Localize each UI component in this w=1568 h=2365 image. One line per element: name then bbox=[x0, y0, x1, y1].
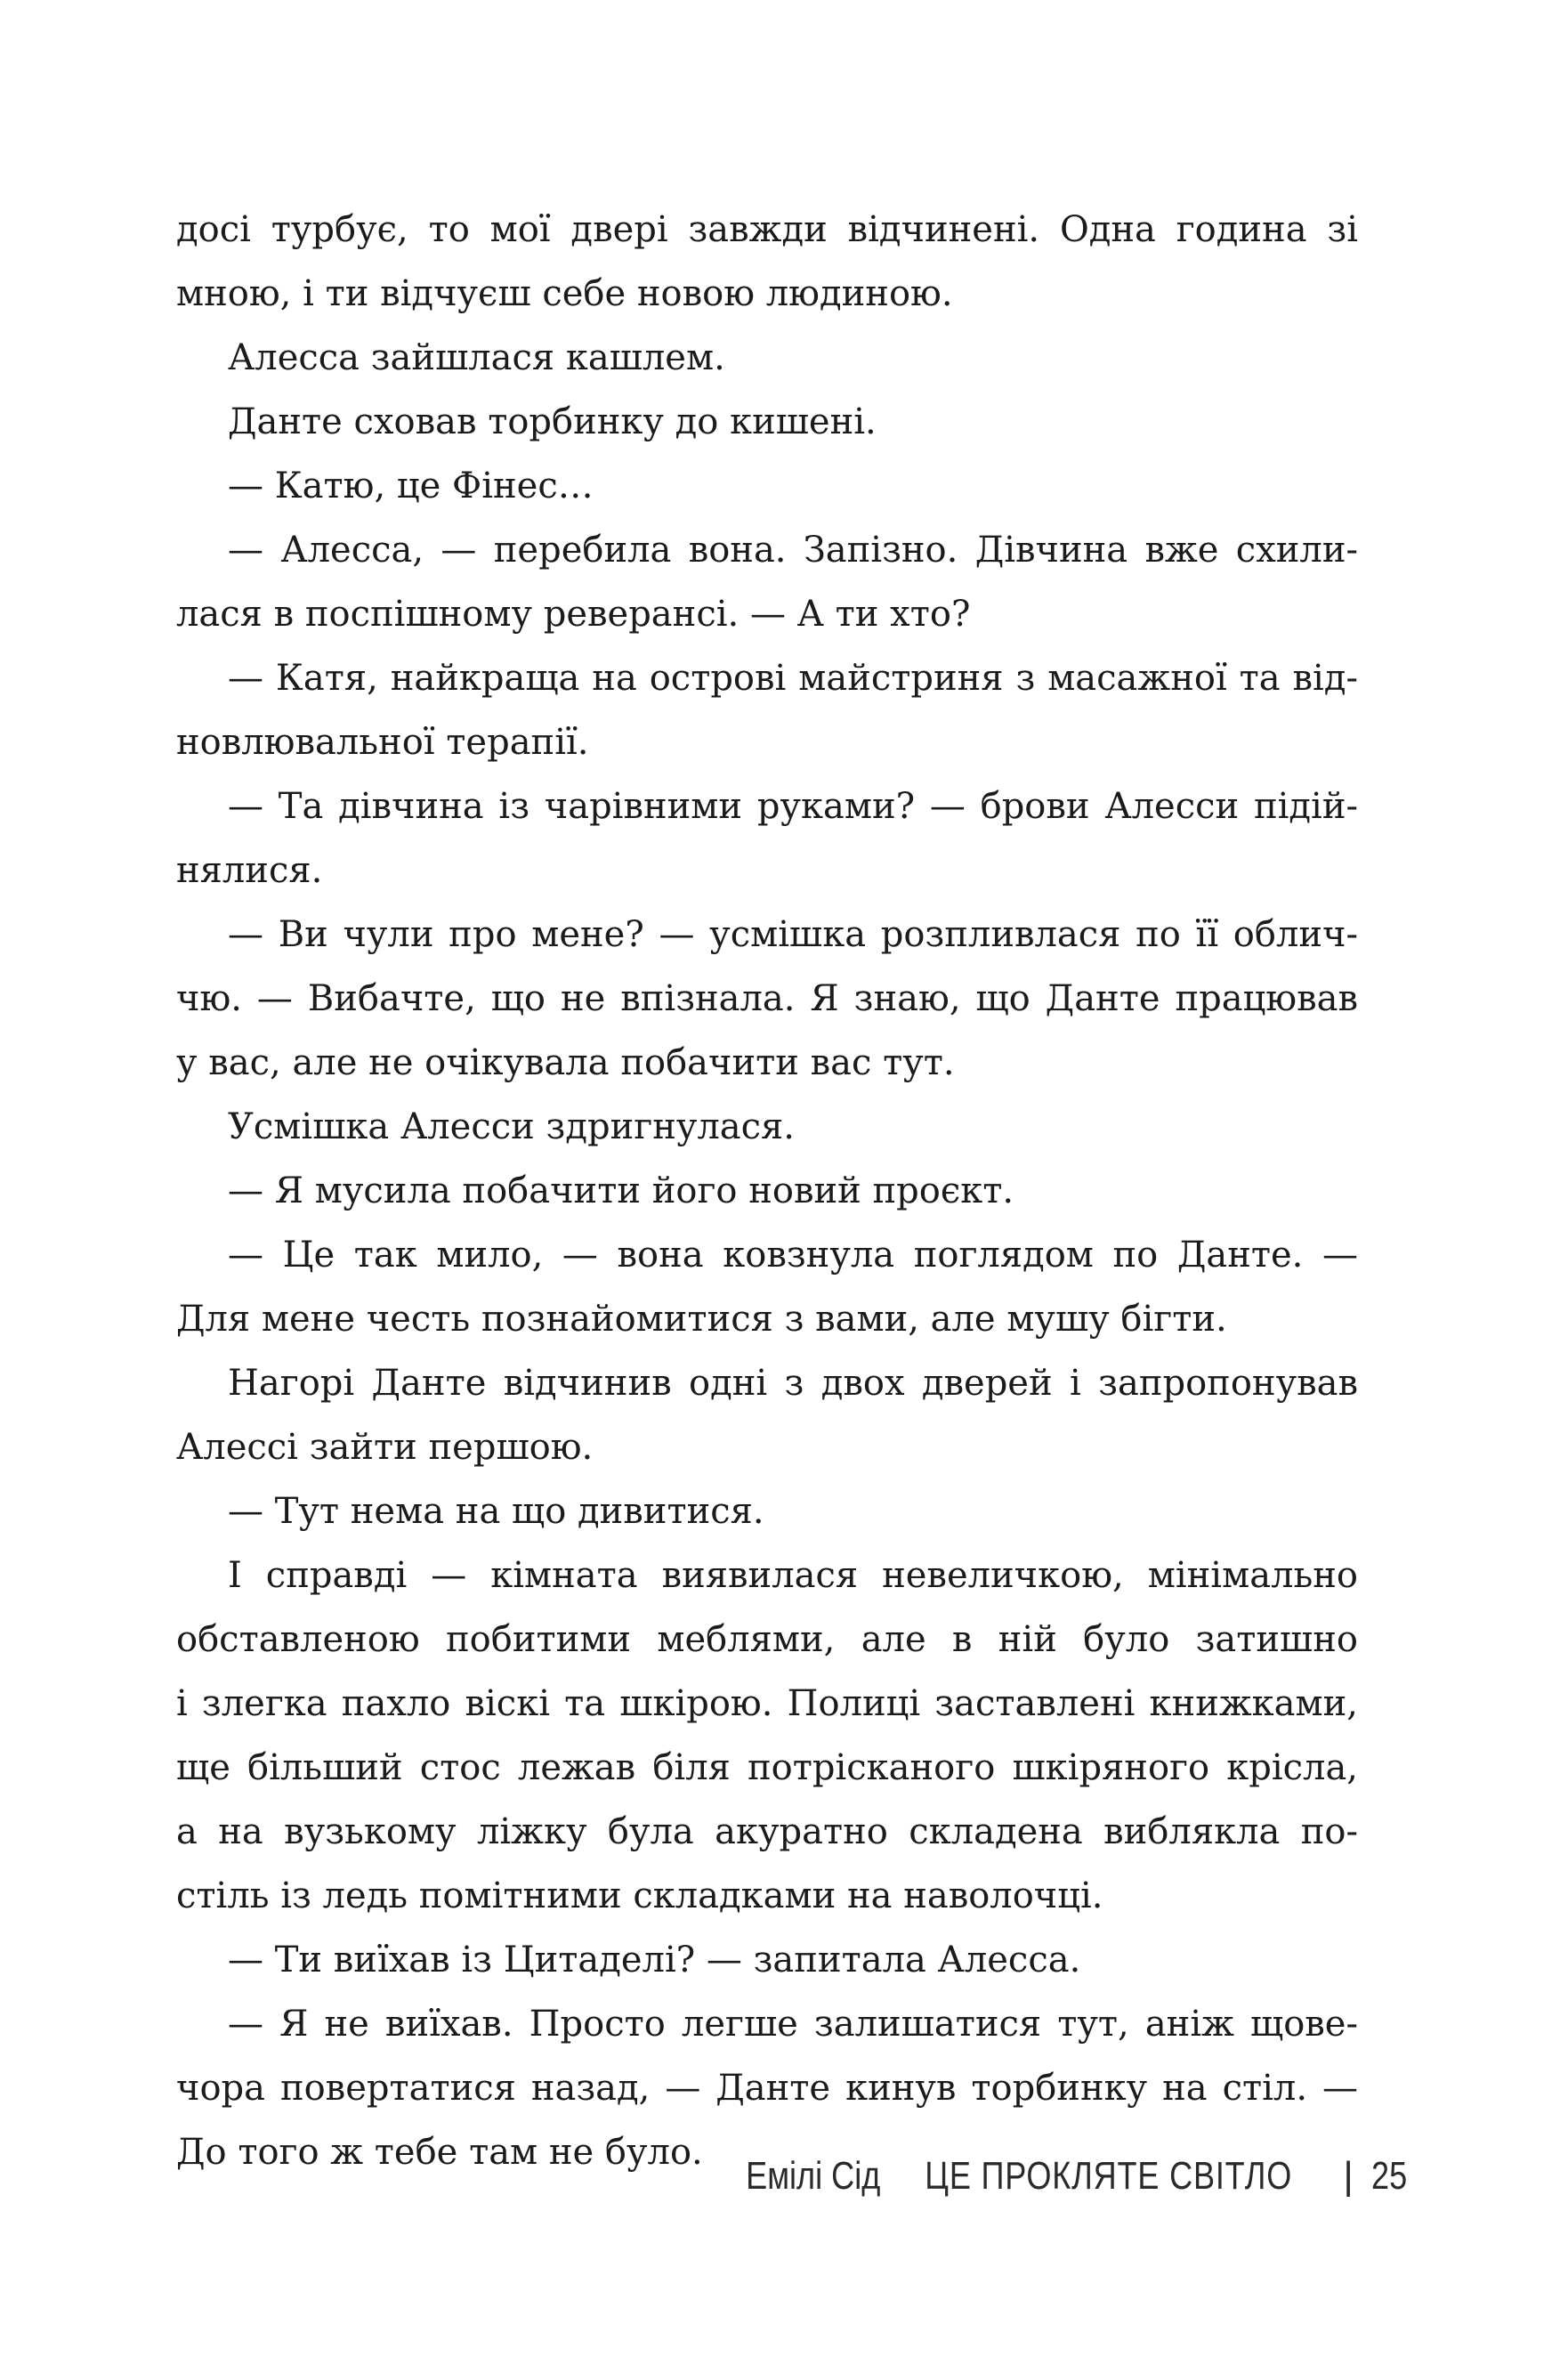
text-line: До того ж тебе там не було. bbox=[176, 2132, 703, 2173]
text-line: чора повертатися назад, — Данте кинув торбинку на стіл. — bbox=[176, 2068, 1358, 2109]
text-line: — Ви чули про мене? — усмішка розпливлася по її облич- bbox=[228, 914, 1358, 955]
text-line: — Я мусила побачити його новий проєкт. bbox=[228, 1170, 1014, 1211]
text-line: а на вузькому ліжку була акуратно складена виблякла по- bbox=[176, 1811, 1358, 1852]
text-line: Усмішка Алесси здригнулася. bbox=[228, 1106, 795, 1147]
text-line: — Катя, найкраща на острові майстриня з масажної та від- bbox=[228, 658, 1358, 699]
text-line: — Алесса, — перебила вона. Запізно. Дівчина вже схили- bbox=[228, 530, 1358, 571]
text-line: Для мене честь познайомитися з вами, але мушу бігти. bbox=[176, 1299, 1227, 1340]
text-line: — Це так мило, — вона ковзнула поглядом по Данте. — bbox=[228, 1235, 1358, 1276]
footer-book-title: ЦЕ ПРОКЛЯТЕ СВІТЛО bbox=[924, 2154, 1292, 2198]
text-line: новлювальної терапії. bbox=[176, 722, 589, 763]
text-line: — Та дівчина із чарівними руками? — брови Алесси підій- bbox=[228, 786, 1358, 827]
footer-author: Емілі Сід bbox=[746, 2154, 881, 2198]
text-line: лася в поспішному реверансі. — А ти хто? bbox=[176, 594, 971, 635]
text-line: у вас, але не очікувала побачити вас тут. bbox=[176, 1042, 955, 1083]
text-line: обставленою побитими меблями, але в ній було затишно bbox=[176, 1619, 1358, 1660]
text-line: — Ти виїхав із Цитаделі? — запитала Алесса. bbox=[228, 1940, 1081, 1980]
body-text bbox=[176, 198, 1358, 2184]
text-line: чю. — Вибачте, що не впізнала. Я знаю, що Данте працював bbox=[176, 978, 1358, 1019]
text-line: стіль із ледь помітними складками на наволочці. bbox=[176, 1875, 1103, 1916]
text-line: Алессі зайти першою. bbox=[176, 1427, 594, 1468]
text-line: — Катю, це Фінес… bbox=[228, 466, 594, 506]
text-line: нялися. bbox=[176, 850, 323, 891]
text-line: І справді — кімната виявилася невеличкою, мінімально bbox=[228, 1555, 1358, 1596]
text-line: Данте сховав торбинку до кишені. bbox=[228, 401, 877, 442]
text-line: — Тут нема на що дивитися. bbox=[228, 1491, 764, 1532]
text-line: ще більший стос лежав біля потрісканого шкіряного крісла, bbox=[176, 1747, 1358, 1788]
page-footer bbox=[0, 2150, 1415, 2203]
page-number: 25 bbox=[1371, 2154, 1408, 2198]
text-line: досі турбує, то мої двері завжди відчинені. Одна година зі bbox=[176, 209, 1358, 250]
text-line: — Я не виїхав. Просто легше залишатися тут, аніж щове- bbox=[228, 2004, 1358, 2045]
footer-separator: | bbox=[1343, 2154, 1354, 2198]
text-line: мною, і ти відчуєш себе новою людиною. bbox=[176, 273, 953, 314]
text-line: Алесса зайшлася кашлем. bbox=[228, 337, 725, 378]
text-line: і злегка пахло віскі та шкірою. Полиці заставлені книжками, bbox=[176, 1683, 1358, 1724]
text-line: Нагорі Данте відчинив одні з двох дверей і запропонував bbox=[228, 1363, 1358, 1404]
